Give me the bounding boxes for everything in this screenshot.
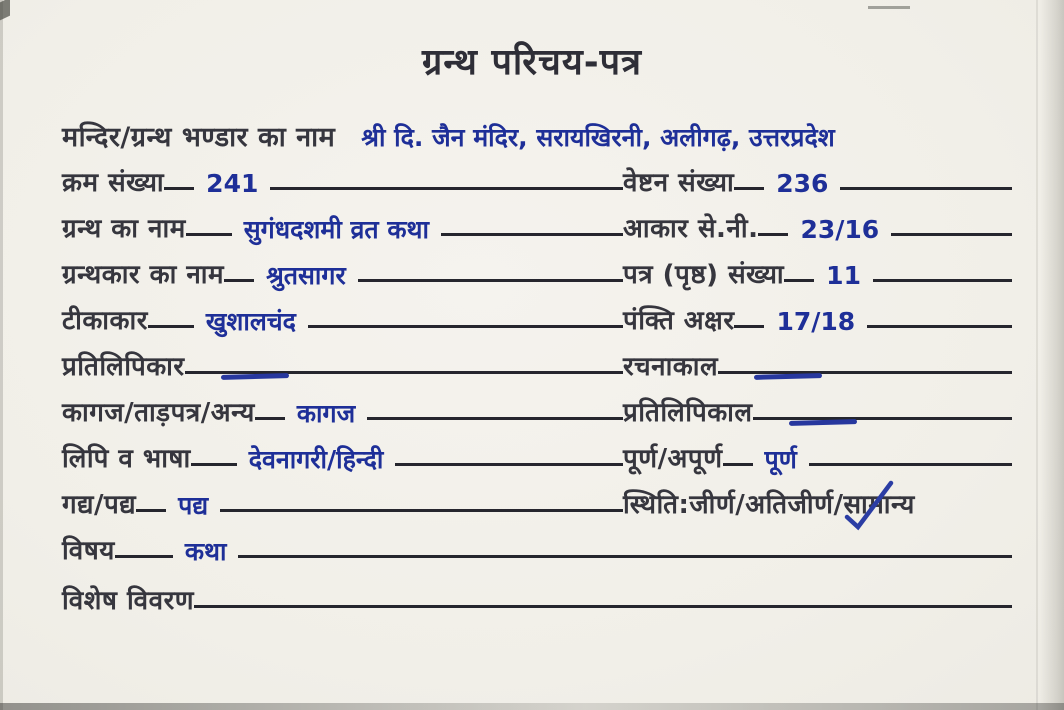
scan-artifact-bottom-edge xyxy=(0,703,1064,710)
col-book-name xyxy=(62,215,610,245)
field-value-book-name: सुगंधदशमी व्रत कथा xyxy=(243,215,430,245)
field-label-script-language: लिपि व भाषा xyxy=(62,444,191,475)
field-label-bundle-no: वेष्टन संख्या xyxy=(623,168,735,199)
rule-line xyxy=(610,417,623,420)
field-value-subject: कथा xyxy=(184,537,227,567)
rule-line xyxy=(441,233,610,236)
col-serial-no xyxy=(62,169,610,199)
col-completeness xyxy=(610,445,1012,475)
rule-line xyxy=(255,417,285,420)
field-label-prose-verse: गद्य/पद्य xyxy=(62,490,137,521)
row-copyist-composition xyxy=(62,337,1012,383)
rule-line xyxy=(395,463,610,466)
col-material xyxy=(62,399,610,429)
col-author-name xyxy=(62,261,610,291)
rule-line xyxy=(115,555,173,558)
rule-line xyxy=(734,325,764,328)
rule-line xyxy=(734,187,764,190)
field-value-lines-letters: 17/18 xyxy=(776,307,856,337)
condition-checked-option: सामान्य xyxy=(843,491,914,521)
field-label-material: कागज/ताड़पत्र/अन्य xyxy=(62,398,255,429)
rule-line xyxy=(610,325,623,328)
field-value-script-language: देवनागरी/हिन्दी xyxy=(248,445,384,475)
col-prose-verse xyxy=(62,491,610,521)
field-label-author-name: ग्रन्थकार का नाम xyxy=(62,260,225,291)
rule-line xyxy=(610,509,623,512)
field-label-copyist: प्रतिलिपिकार xyxy=(62,352,185,383)
form-body xyxy=(0,101,1064,617)
col-script-language xyxy=(62,445,610,475)
rule-line xyxy=(194,605,1012,608)
row-bookname-size xyxy=(62,199,1012,245)
field-value-size-cm: 23/16 xyxy=(800,215,880,245)
rule-line xyxy=(224,279,254,282)
row-prose-condition xyxy=(62,475,1012,521)
rule-line xyxy=(723,463,753,466)
rule-line xyxy=(270,187,610,190)
col-page-count xyxy=(610,261,1012,291)
col-condition xyxy=(610,491,1012,521)
row-temple-name xyxy=(62,101,1012,153)
row-commentator-lines xyxy=(62,291,1012,337)
field-value-material: कागज xyxy=(296,399,356,429)
col-lines-letters xyxy=(610,307,1012,337)
rule-line xyxy=(873,279,1012,282)
field-label-subject: विषय xyxy=(62,536,115,567)
rule-line xyxy=(308,325,610,328)
rule-line xyxy=(784,279,814,282)
blank-field-composition-date xyxy=(718,371,1012,374)
field-value-bundle-no: 236 xyxy=(776,169,829,199)
col-bundle-no xyxy=(610,169,1012,199)
field-value-page-count: 11 xyxy=(826,261,861,291)
row-material-copydate xyxy=(62,383,1012,429)
col-composition-date xyxy=(610,353,1012,383)
blank-field-copyist xyxy=(185,371,610,374)
form-title: ग्रन्थ परिचय-पत्र xyxy=(422,42,642,83)
rule-line xyxy=(220,509,610,512)
field-label-size-cm: आकार से.नी. xyxy=(623,214,759,245)
rule-line xyxy=(238,555,1012,558)
rule-line xyxy=(610,279,623,282)
check-mark xyxy=(845,479,897,531)
col-size-cm xyxy=(610,215,1012,245)
rule-line xyxy=(136,509,166,512)
rule-line xyxy=(867,325,1012,328)
rule-line xyxy=(610,187,623,190)
rule-line xyxy=(610,233,623,236)
field-label-serial-no: क्रम संख्या xyxy=(62,168,165,199)
row-author-pages xyxy=(62,245,1012,291)
rule-line xyxy=(610,463,623,466)
field-label-special-details: विशेष विवरण xyxy=(62,586,195,617)
condition-options-text: स्थिति:जीर्ण/अतिजीर्ण/ xyxy=(623,490,844,521)
field-value-author-name: श्रुतसागर xyxy=(266,261,346,291)
rule-line xyxy=(191,463,237,466)
field-value-temple-name: श्री दि. जैन मंदिर, सरायखिरनी, अलीगढ़, उत्तरप्रदेश xyxy=(361,123,835,153)
field-label-condition xyxy=(623,491,915,521)
field-value-completeness: पूर्ण xyxy=(764,445,797,475)
pen-dash xyxy=(221,373,289,380)
col-copy-date xyxy=(610,399,1012,429)
rule-line xyxy=(840,187,1012,190)
rule-line xyxy=(758,233,788,236)
pen-dash xyxy=(754,373,822,380)
field-label-completeness: पूर्ण/अपूर्ण xyxy=(623,444,723,475)
rule-line xyxy=(186,233,232,236)
field-label-book-name: ग्रन्थ का नाम xyxy=(62,214,186,245)
field-label-page-count: पत्र (पृष्ठ) संख्या xyxy=(623,260,785,291)
row-special-details xyxy=(62,567,1012,617)
field-value-serial-no: 241 xyxy=(206,169,259,199)
field-label-commentator: टीकाकार xyxy=(62,306,148,337)
field-label-copy-date: प्रतिलिपिकाल xyxy=(623,398,753,429)
row-serial-bundle xyxy=(62,153,1012,199)
rule-line xyxy=(164,187,194,190)
rule-line xyxy=(358,279,610,282)
rule-line xyxy=(367,417,610,420)
blank-field-copy-date xyxy=(753,417,1012,420)
col-commentator xyxy=(62,307,610,337)
rule-line xyxy=(148,325,194,328)
rule-line xyxy=(891,233,1012,236)
field-label-composition-date: रचनाकाल xyxy=(623,352,719,383)
rule-line xyxy=(809,463,1012,466)
row-script-completeness xyxy=(62,429,1012,475)
field-label-lines-letters: पंक्ति अक्षर xyxy=(623,306,735,337)
field-value-prose-verse: पद्य xyxy=(178,491,209,521)
field-label-temple-name: मन्दिर/ग्रन्थ भण्डार का नाम xyxy=(62,121,336,153)
rule-line xyxy=(610,371,623,374)
pen-dash xyxy=(788,419,856,426)
field-value-commentator: खुशालचंद xyxy=(205,307,296,337)
col-copyist xyxy=(62,353,610,383)
